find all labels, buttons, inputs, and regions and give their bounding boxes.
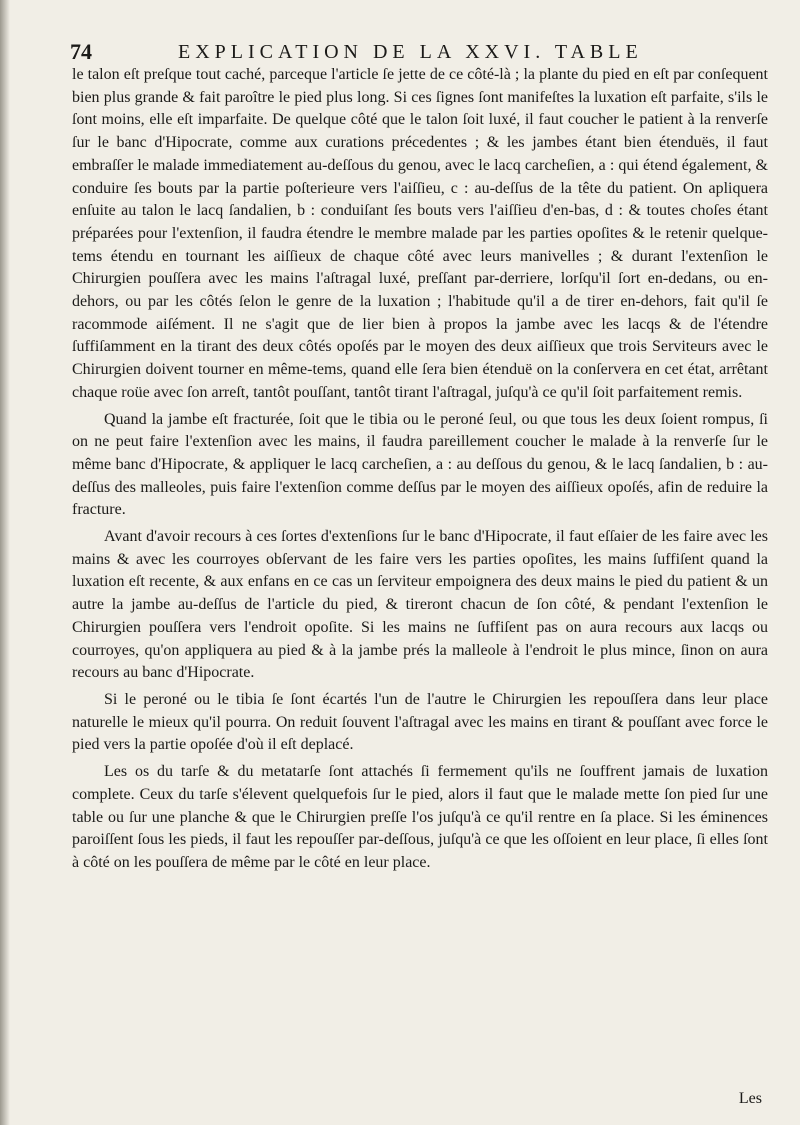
page-number: 74: [70, 39, 92, 64]
catchword: Les: [738, 1090, 762, 1107]
paragraph-manual-extension: Avant d'avoir recours à ces ſortes d'extenſions ſur le banc d'Hipocrate, il faut eſſaier de les faire avec les mains & avec les courroyes obſervant de les faire vers les parties opoſites, les mains ſuffiſent quand la luxation eſt recente, & aux enfans en ce cas un ſerviteur empoignera des deux mains le pied du patient & un autre la jambe au-deſſus de l'article du pied, & tireront chacun de ſon côté, & pendant l'extenſion le Chirurgien pouſſera vers l'endroit opoſite. Si les mains ne ſuffiſent pas on aura recours aux lacqs ou courroyes, qu'on appliquera au pied & à la jambe prés la malleole à l'endroit le plus mince, ſinon on aura recours au banc d'Hipocrate.: [72, 528, 768, 682]
paragraph-perone-tibia: Si le peroné ou le tibia ſe ſont écartés l'un de l'autre le Chirurgien les repouſſera dans leur place naturelle le mieux qu'il pourra. On reduit ſouvent l'aſtragal avec les mains en tirant & pouſſant avec force le pied vers la partie opoſée d'où il eſt deplacé.: [72, 690, 768, 754]
paragraph-talon-luxation: le talon eſt preſque tout caché, parceque l'article ſe jette de ce côté-là ; la plante du pied en eſt par conſequent bien plus grande & fait paroître le pied plus long. Si ces ſignes ſont manifeſtes la luxation eſt parfaite, s'ils le ſont moins, elle eſt imparfaite. De quelque côté que le talon ſoit luxé, il faut coucher le patient à la renverſe ſur le banc d'Hipocrate, comme aux curations précedentes ; & les jambes étant bien étenduës, il faut embraſſer le malade immediatement au-deſſous du genou, avec le lacq carcheſien, a : qui étend également, & conduire ſes bouts par la partie poſterieure vers l'aiſſieu, c : au-deſſus de la tête du patient. On apliquera enſuite au talon le lacq ſandalien, b : conduiſant ſes bouts vers l'aiſſieu d'en-bas, d : & toutes choſes étant préparées pour l'extenſion, il faudra étendre le membre malade par les parties opoſites & le retenir quelque-tems étendu en tournant les aiſſieux de chaque côté avec leurs manivelles ; & durant l'extenſion le Chirurgien pouſſera avec les mains l'aſtragal luxé, preſſant par-derriere, lorſqu'il ſort en-dedans, ou en-dehors, ou par les côtés ſelon le genre de la luxation ; l'habitude qu'il a de tirer en-dehors, fait qu'il ſe racommode aiſément. Il ne s'agit que de lier bien à propos la jambe avec les lacqs & de l'étendre ſuffiſamment en la tirant des deux côtés opoſés par le moyen des deux aiſſieux que trois Serviteurs avec le Chirurgien doivent tourner en même-tems, quand elle ſera bien étenduë on la conſervera en cet état, arrêtant chaque roüe avec ſon arreſt, tantôt pouſſant, tantôt tirant l'aſtragal, juſqu'à ce qu'il ſoit parfaitement remis.: [72, 66, 768, 401]
paragraph-tarse-metatarse: Les os du tarſe & du metatarſe ſont attachés ſi fermement qu'ils ne ſouffrent jamais de luxation complete. Ceux du tarſe s'élevent quelquefois ſur le pied, alors il faut que le malade mette ſon pied ſur une table ou ſur une planche & que le Chirurgien preſſe l'os juſqu'à ce qu'il rentre en ſa place. Si les éminences paroiſſent ſous les pieds, il faut les repouſſer par-deſſous, juſqu'à ce que les oſſoient en leur place, ſi elles ſont à côté on les pouſſera de même par le côté en leur place.: [72, 763, 768, 871]
page-header: [70, 36, 668, 66]
body-text: [72, 64, 768, 879]
running-title: EXPLICATION DE LA XXVI. TABLE: [178, 41, 643, 63]
paragraph-leg-fracture: Quand la jambe eſt fracturée, ſoit que le tibia ou le peroné ſeul, ou que tous les deux ſoient rompus, ſi on ne peut faire l'extenſion avec les mains, il faudra pareillement coucher le malade à la renverſe ſur le même banc d'Hipocrate, & appliquer le lacq carcheſien, a : au deſſous du genou, & le lacq ſandalien, b : au-deſſus des malleoles, puis faire l'extenſion comme deſſus par le moyen des aiſſieux opoſés, afin de reduire la fracture.: [72, 410, 768, 519]
